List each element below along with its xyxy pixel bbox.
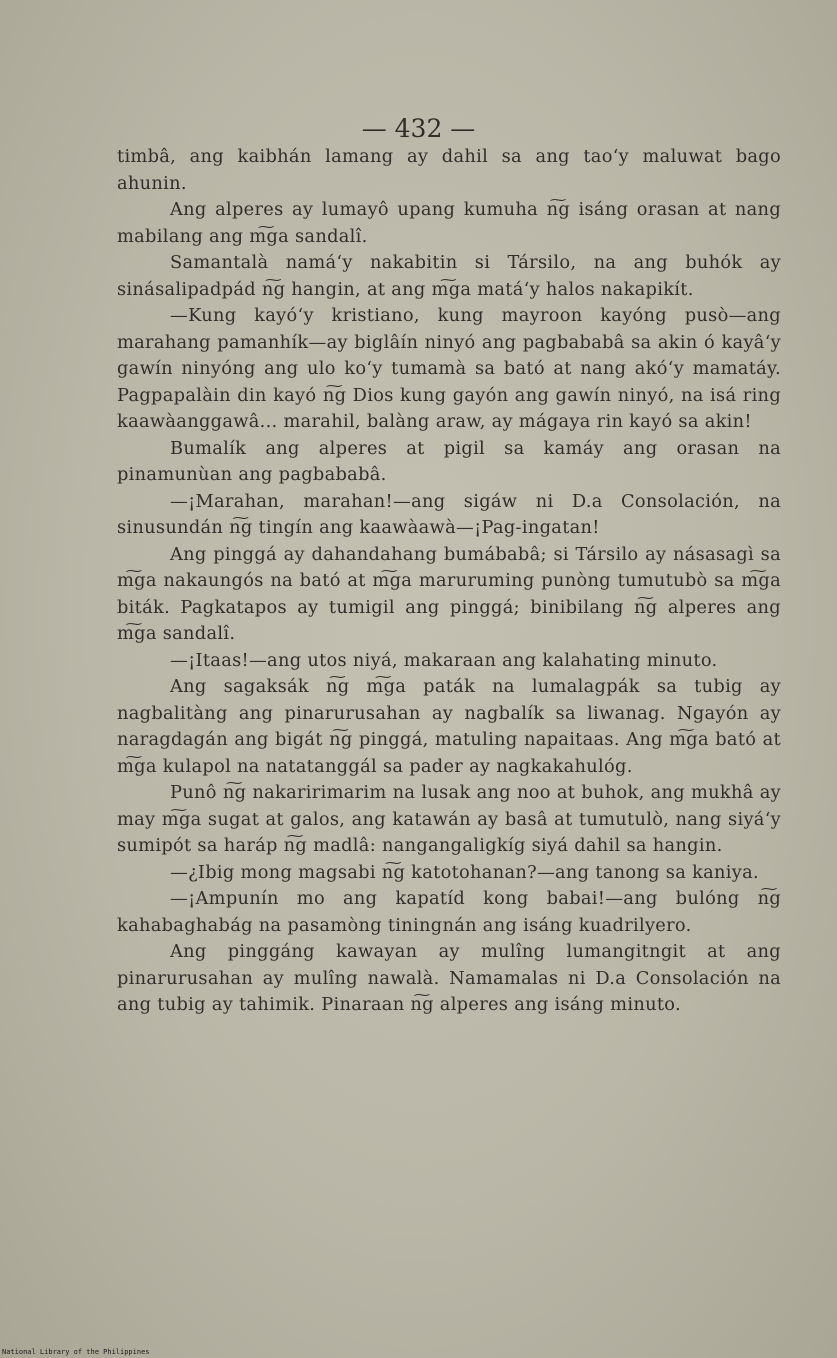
paragraph: —Kung kayó‘y kristiano, kung mayroon kayóng pusò—ang marahang pamanhík—ay biglâín ninyó ang pagbababâ sa akin ó kayâ‘y gawín ninyóng ang ulo ko‘y tumamà sa bató at nang akó‘y mamatáy. Pagpapalàin din kayó n͠g Dios kung gayón ang gawín ninyó, na isá ring kaawàanggawâ... marahil, balàng araw, ay mágaya rin kayó sa akin! (117, 305, 781, 432)
body-text (117, 144, 781, 1019)
paragraph: —¡Ampunín mo ang kapatíd kong babai!—ang bulóng n͠g kahabaghabág na pasamòng tiningnán ang isáng kuadrilyero. (117, 888, 781, 936)
paragraph: Samantalà namá‘y nakabitin si Társilo, na ang buhók ay sinásalipadpád n͠g hangin, at ang m͠ga matá‘y halos nakapikít. (117, 252, 781, 300)
paragraph: Ang alperes ay lumayô upang kumuha n͠g isáng orasan at nang mabilang ang m͠ga sandalî. (117, 199, 781, 247)
paragraph: Ang sagaksák n͠g m͠ga paták na lumalagpák sa tubig ay nagbalitàng ang pinarurusahan ay nagbalík sa liwanag. Ngayón ay naragdagán ang bigát n͠g pinggá, matuling napaitaas. Ang m͠ga bató at m͠ga kulapol na natatanggál sa pader ay nagkakahulóg. (117, 676, 781, 777)
paragraph: Bumalík ang alperes at pigil sa kamáy ang orasan na pinamunùan ang pagbababâ. (117, 437, 781, 485)
paragraph: —¡Itaas!—ang utos niyá, makaraan ang kalahating minuto. (170, 649, 718, 671)
paragraph: Ang pinggá ay dahandahang bumábabâ; si Társilo ay násasagì sa m͠ga nakaungós na bató at m͠ga maruruming punòng tumutubò sa m͠ga biták. Pagkatapos ay tumigil ang pinggá; binibilang n͠g alperes ang m͠ga sandalî. (117, 543, 781, 644)
page-number: — 432 — (361, 114, 476, 143)
paragraph: Punô n͠g nakaririmarim na lusak ang noo at buhok, ang mukhâ ay may m͠ga sugat at galos, ang katawán ay basâ at tumutulò, nang siyá‘y sumipót sa haráp n͠g madlâ: nangangaligkíg siyá dahil sa hangin. (117, 782, 781, 856)
library-footer: National Library of the Philippines (2, 1348, 150, 1356)
paragraph: —¡Marahan, marahan!—ang sigáw ni D.a Consolación, na sinusundán n͠g tingín ang kaawàawà—¡Pag-ingatan! (117, 490, 781, 538)
paragraph: —¿Ibig mong magsabi n͠g katotohanan?—ang tanong sa kaniya. (170, 861, 759, 883)
paragraph: Ang pinggáng kawayan ay mulîng lumangitngit at ang pinarurusahan ay mulîng nawalà. Namamalas ni D.a Consolación na ang tubig ay tahimik. Pinaraan n͠g alperes ang isáng minuto. (117, 941, 781, 1015)
paragraph: timbâ, ang kaibhán lamang ay dahil sa ang tao‘y maluwat bago ahunin. (117, 146, 781, 194)
